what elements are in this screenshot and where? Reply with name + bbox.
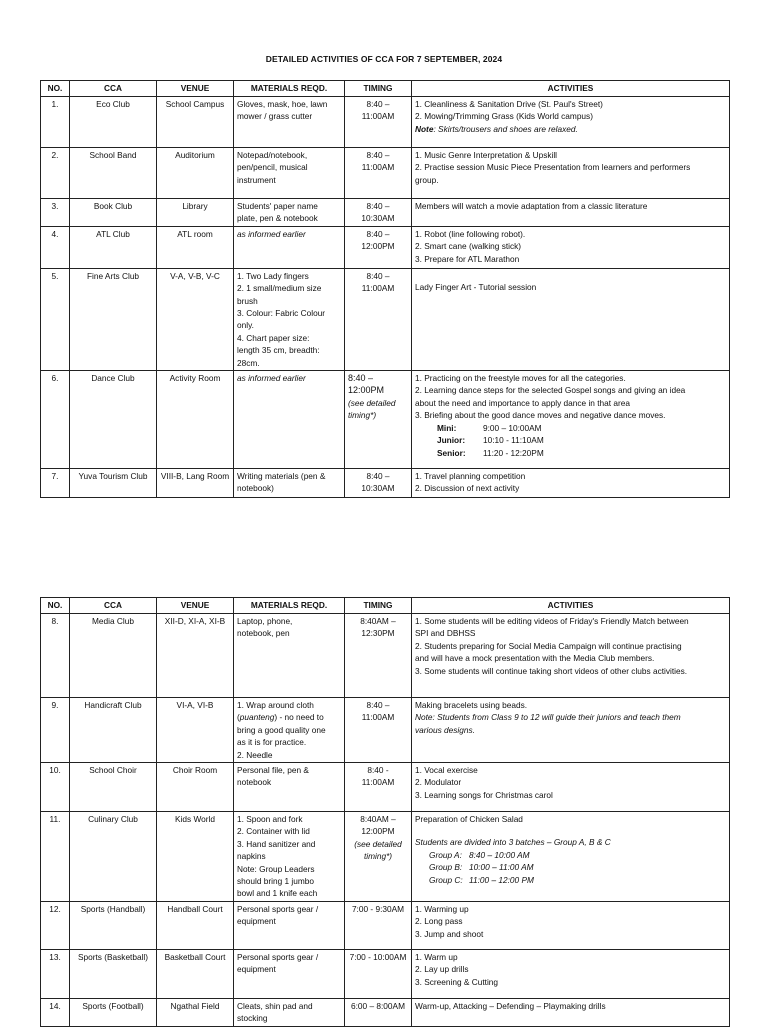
activity-line: Preparation of Chicken Salad	[415, 814, 523, 825]
materials-line: notebook)	[237, 483, 274, 494]
schedule-time: 9:00 – 10:00AM	[483, 422, 542, 433]
cca-name: Sports (Basketball)	[70, 949, 157, 998]
header-venue: VENUE	[157, 81, 234, 97]
materials-line: 2. Container with lid	[237, 826, 310, 837]
venue: XII-D, XI-A, XI-B	[157, 614, 234, 698]
venue: VI-A, VI-B	[157, 698, 234, 763]
venue: School Campus	[157, 97, 234, 148]
materials-line: plate, pen & notebook	[237, 213, 318, 224]
timing-line: 8:40 -	[367, 765, 389, 776]
cca-name: Handicraft Club	[70, 698, 157, 763]
materials-line: Writing materials (pen &	[237, 471, 326, 482]
header-materials: MATERIALS REQD.	[234, 598, 345, 614]
timing	[345, 998, 412, 1026]
schedule-label: Senior:	[437, 447, 466, 458]
cca-name: School Band	[70, 148, 157, 199]
timing-line: 11:00AM	[361, 283, 395, 294]
venue: Basketball Court	[157, 949, 234, 998]
timing-line: 12:00PM	[361, 241, 395, 252]
activity-line: 2. Lay up drills	[415, 964, 469, 975]
timing	[345, 226, 412, 268]
timing	[345, 698, 412, 763]
activities	[412, 226, 730, 268]
group-time: 11:00 – 12:00 PM	[469, 874, 534, 885]
materials-line: mower / grass cutter	[237, 111, 313, 122]
note-label: Note	[415, 123, 434, 134]
materials-line: bring a good quality one	[237, 724, 326, 735]
timing	[345, 268, 412, 370]
timing	[345, 199, 412, 227]
materials-line: 3. Hand sanitizer and	[237, 838, 316, 849]
materials-line: pen/pencil, musical	[237, 162, 308, 173]
materials-line: 2. Needle	[237, 749, 273, 760]
header-no: NO.	[41, 598, 70, 614]
group-item	[415, 861, 726, 873]
table-row	[41, 698, 730, 763]
table-row	[41, 901, 730, 949]
row-number: 4.	[41, 226, 70, 268]
activity-line: 2. Students preparing for Social Media Campaign will continue practising	[415, 640, 682, 651]
timing-note: timing*)	[363, 851, 393, 862]
activity-line: 2. Practise session Music Piece Presentation from learners and performers	[415, 162, 691, 173]
timing-line: 11:00AM	[361, 162, 395, 173]
venue: V-A, V-B, V-C	[157, 268, 234, 370]
cca-name: Media Club	[70, 614, 157, 698]
activity-line: 1. Vocal exercise	[415, 765, 478, 776]
table-row	[41, 226, 730, 268]
activities	[412, 763, 730, 812]
timing-note: (see detailed	[354, 838, 402, 849]
group-item	[415, 874, 726, 886]
activity-note: Note: Students from Class 9 to 12 will guide their juniors and teach them	[415, 712, 681, 723]
activities	[412, 949, 730, 998]
header-no: NO.	[41, 81, 70, 97]
venue: ATL room	[157, 226, 234, 268]
materials	[234, 949, 345, 998]
materials-line: Students' paper name	[237, 201, 318, 211]
activities	[412, 998, 730, 1026]
materials-line: only.	[237, 320, 254, 331]
materials	[234, 371, 345, 469]
table-row	[41, 199, 730, 227]
spacer	[415, 270, 726, 281]
header-timing: TIMING	[345, 598, 412, 614]
schedule-label: Mini:	[437, 422, 457, 433]
activity-line: 2. Discussion of next activity	[415, 483, 520, 494]
materials-line: bowl and 1 knife each	[237, 888, 318, 899]
table-row	[41, 371, 730, 469]
row-number: 3.	[41, 199, 70, 227]
materials-text: (	[237, 712, 240, 723]
row-number: 13.	[41, 949, 70, 998]
materials-line: 3. Colour: Fabric Colour	[237, 308, 326, 319]
materials	[234, 199, 345, 227]
row-number: 7.	[41, 469, 70, 498]
activities	[412, 698, 730, 763]
materials-line: as informed earlier	[237, 228, 306, 239]
schedule-item	[415, 434, 726, 446]
table-row	[41, 268, 730, 370]
cca-table-2	[40, 597, 730, 1027]
materials-line: napkins	[237, 851, 266, 862]
cca-name: ATL Club	[70, 226, 157, 268]
table-row	[41, 97, 730, 148]
group-time: 10:00 – 11:00 AM	[469, 862, 534, 873]
header-activities: ACTIVITIES	[412, 598, 730, 614]
materials-text: ) - no need to	[274, 712, 324, 723]
timing-note: timing*)	[348, 410, 377, 421]
timing	[345, 763, 412, 812]
materials-line: Gloves, mask, hoe, lawn	[237, 99, 328, 109]
materials-line: 4. Chart paper size:	[237, 332, 310, 343]
materials-line: stocking	[237, 1013, 268, 1024]
activity-line: 2. Long pass	[415, 916, 463, 927]
activity-line: 1. Warming up	[415, 903, 469, 914]
cca-name: Book Club	[70, 199, 157, 227]
activity-note: various designs.	[415, 724, 475, 735]
materials-line: Laptop, phone,	[237, 616, 293, 626]
timing	[345, 949, 412, 998]
materials-italic-text: puanteng	[239, 712, 275, 723]
timing	[345, 614, 412, 698]
activity-line: about the need and importance to apply dance in that area	[415, 397, 630, 408]
timing	[345, 148, 412, 199]
timing	[345, 97, 412, 148]
table-row	[41, 469, 730, 498]
group-item	[415, 849, 726, 861]
timing-line: 8:40 –	[348, 373, 374, 384]
activity-line: 3. Learning songs for Christmas carol	[415, 789, 553, 800]
cca-name: Culinary Club	[70, 812, 157, 902]
timing-line: 12:00PM	[361, 826, 395, 837]
materials-line: should bring 1 jumbo	[237, 876, 315, 887]
schedule-item	[415, 447, 726, 459]
timing	[345, 371, 412, 469]
materials-line: brush	[237, 295, 258, 306]
timing-line: 8:40 –	[366, 700, 390, 710]
venue: Handball Court	[157, 901, 234, 949]
row-number: 12.	[41, 901, 70, 949]
activity-line: 3. Briefing about the good dance moves and negative dance moves.	[415, 410, 666, 421]
row-number: 14.	[41, 998, 70, 1026]
row-number: 2.	[41, 148, 70, 199]
activity-line: 1. Practicing on the freestyle moves for all the categories.	[415, 373, 626, 384]
activity-line: 2. Learning dance steps for the selected Gospel songs and giving an idea	[415, 385, 686, 396]
materials	[234, 226, 345, 268]
materials-line: as informed earlier	[237, 373, 306, 384]
schedule-label: Junior:	[437, 435, 466, 446]
header-materials: MATERIALS REQD.	[234, 81, 345, 97]
timing-line: 7:00 - 10:00AM	[349, 951, 407, 962]
materials-line: length 35 cm, breadth:	[237, 345, 320, 356]
timing-line: 10:30AM	[361, 213, 395, 224]
materials	[234, 268, 345, 370]
timing-line: 11:00AM	[361, 777, 395, 788]
group-label: Group B:	[429, 862, 463, 873]
activity-line: 1. Robot (line following robot).	[415, 228, 526, 239]
table-header-row	[41, 598, 730, 614]
activity-line: 1. Music Genre Interpretation & Upskill	[415, 150, 558, 160]
materials	[234, 763, 345, 812]
materials-line	[237, 711, 341, 723]
materials-line: notebook, pen	[237, 628, 290, 639]
table-row	[41, 812, 730, 902]
activities	[412, 901, 730, 949]
activity-note	[415, 123, 726, 135]
timing	[345, 469, 412, 498]
group-label: Group C:	[429, 874, 463, 885]
timing-line: 11:00AM	[361, 111, 395, 122]
activity-line: 1. Cleanliness & Sanitation Drive (St. Paul's Street)	[415, 99, 603, 109]
row-number: 1.	[41, 97, 70, 148]
group-time: 8:40 – 10:00 AM	[469, 849, 530, 860]
materials-line: Cleats, shin pad and	[237, 1000, 313, 1011]
activity-line: 2. Modulator	[415, 777, 462, 788]
materials-line: Personal sports gear /	[237, 951, 319, 962]
timing-line: 10:30AM	[361, 483, 395, 494]
materials-line: Personal sports gear /	[237, 903, 319, 914]
activity-line: Warm-up, Attacking – Defending – Playmaking drills	[415, 1000, 606, 1011]
header-cca: CCA	[70, 598, 157, 614]
timing-line: 7:00 - 9:30AM	[351, 903, 405, 914]
cca-name: Dance Club	[70, 371, 157, 469]
cca-name: School Choir	[70, 763, 157, 812]
timing-line: 8:40 –	[366, 471, 390, 482]
activity-line: 2. Mowing/Trimming Grass (Kids World campus)	[415, 111, 593, 122]
cca-name: Yuva Tourism Club	[70, 469, 157, 498]
materials	[234, 97, 345, 148]
table-row	[41, 614, 730, 698]
activity-line: 1. Some students will be editing videos of Friday's Friendly Match between	[415, 616, 689, 626]
document-title: DETAILED ACTIVITIES OF CCA FOR 7 SEPTEMBER, 2024	[265, 54, 503, 64]
activity-note: Students are divided into 3 batches – Group A, B & C	[415, 837, 611, 848]
timing-line: 8:40 –	[366, 150, 390, 160]
timing-line: 8:40AM –	[360, 616, 396, 626]
materials-line: as it is for practice.	[237, 737, 307, 748]
materials-line: equipment	[237, 916, 276, 927]
schedule-time: 11:20 - 12:20PM	[483, 447, 544, 458]
row-number: 6.	[41, 371, 70, 469]
timing-line: 8:40AM –	[360, 814, 396, 825]
activities	[412, 371, 730, 469]
materials	[234, 901, 345, 949]
materials	[234, 614, 345, 698]
header-cca: CCA	[70, 81, 157, 97]
materials-line: 2. 1 small/medium size	[237, 283, 322, 294]
activities	[412, 97, 730, 148]
activity-line: 3. Prepare for ATL Marathon	[415, 253, 520, 264]
timing-note: (see detailed	[348, 397, 396, 408]
materials-line: instrument	[237, 174, 276, 185]
table-row	[41, 998, 730, 1026]
activity-line: Lady Finger Art - Tutorial session	[415, 281, 537, 292]
cca-table-1	[40, 80, 730, 498]
table-row	[41, 148, 730, 199]
materials-line: 1. Two Lady fingers	[237, 270, 309, 281]
activities	[412, 148, 730, 199]
materials	[234, 148, 345, 199]
table-header-row	[41, 81, 730, 97]
materials-line: 1. Spoon and fork	[237, 814, 303, 825]
activities	[412, 268, 730, 370]
row-number: 8.	[41, 614, 70, 698]
activity-line: 3. Some students will continue taking short videos of other clubs activities.	[415, 665, 688, 676]
venue: Library	[157, 199, 234, 227]
activity-line: 2. Smart cane (walking stick)	[415, 241, 522, 252]
timing	[345, 812, 412, 902]
materials	[234, 998, 345, 1026]
group-label: Group A:	[429, 849, 462, 860]
cca-name: Sports (Handball)	[70, 901, 157, 949]
cca-name: Eco Club	[70, 97, 157, 148]
timing-line: 12:00PM	[348, 385, 385, 396]
header-timing: TIMING	[345, 81, 412, 97]
timing	[345, 901, 412, 949]
activity-line: Members will watch a movie adaptation from a classic literature	[415, 201, 648, 211]
materials-line: 1. Wrap around cloth	[237, 700, 314, 710]
note-text: : Skirts/trousers and shoes are relaxed.	[433, 123, 578, 134]
activities	[412, 614, 730, 698]
spacer	[415, 825, 726, 836]
venue: VIII-B, Lang Room	[157, 469, 234, 498]
materials-line: notebook	[237, 777, 272, 788]
timing-line: 11:00AM	[361, 712, 395, 723]
table-row	[41, 763, 730, 812]
timing-line: 6:00 – 8:00AM	[351, 1000, 405, 1011]
activities	[412, 469, 730, 498]
activity-line: 3. Jump and shoot	[415, 928, 484, 939]
timing-line: 8:40 –	[366, 228, 390, 239]
activity-line: SPI and DBHSS	[415, 628, 476, 639]
venue: Auditorium	[157, 148, 234, 199]
activity-line: 1. Warm up	[415, 951, 458, 962]
materials-line: Notepad/notebook,	[237, 150, 308, 160]
activity-line: 1. Travel planning competition	[415, 471, 526, 482]
row-number: 5.	[41, 268, 70, 370]
cca-name: Fine Arts Club	[70, 268, 157, 370]
activities	[412, 199, 730, 227]
header-venue: VENUE	[157, 598, 234, 614]
timing-line: 8:40 –	[366, 99, 390, 109]
materials-line: Personal file, pen &	[237, 765, 309, 776]
row-number: 9.	[41, 698, 70, 763]
materials	[234, 469, 345, 498]
header-activities: ACTIVITIES	[412, 81, 730, 97]
cca-name: Sports (Football)	[70, 998, 157, 1026]
timing-line: 8:40 –	[366, 201, 390, 211]
activities	[412, 812, 730, 902]
row-number: 10.	[41, 763, 70, 812]
venue: Choir Room	[157, 763, 234, 812]
schedule-item	[415, 422, 726, 434]
materials-line: 28cm.	[237, 357, 260, 368]
venue: Ngathal Field	[157, 998, 234, 1026]
materials	[234, 812, 345, 902]
venue: Kids World	[157, 812, 234, 902]
timing-line: 12:30PM	[361, 628, 395, 639]
row-number: 11.	[41, 812, 70, 902]
timing-line: 8:40 –	[366, 270, 390, 281]
activity-line: group.	[415, 174, 439, 185]
materials	[234, 698, 345, 763]
materials-line: Note: Group Leaders	[237, 863, 315, 874]
materials-line: equipment	[237, 964, 276, 975]
activity-line: 3. Screening & Cutting	[415, 976, 499, 987]
venue: Activity Room	[157, 371, 234, 469]
activity-line: Making bracelets using beads.	[415, 700, 528, 710]
table-row	[41, 949, 730, 998]
activity-line: and will have a mock presentation with the Media Club members.	[415, 653, 655, 664]
schedule-time: 10:10 - 11:10AM	[483, 435, 544, 446]
